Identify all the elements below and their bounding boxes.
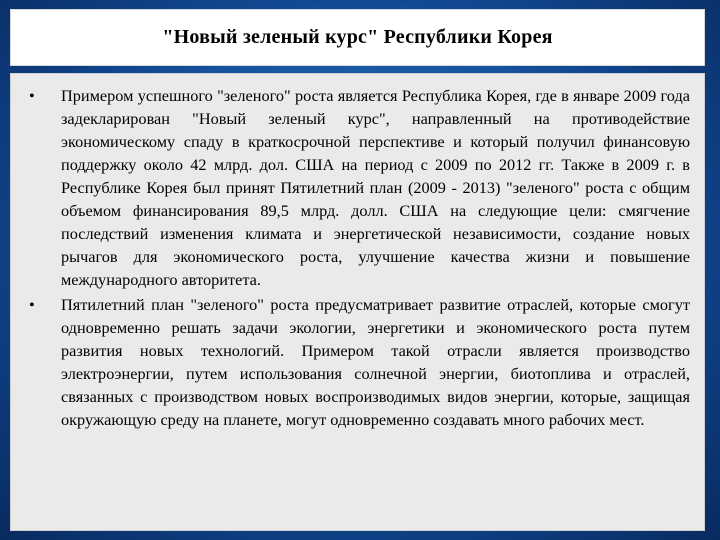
bullet-text: Пятилетний план "зеленого" роста предусматривает развитие отраслей, которые смогут одновременно решать задачи экологии, энергетики и экономического роста путем развития новых технологий. Примером такой отрасли является производство электроэнергии, путем использования солнечной энергии, биотоплива и отраслей, связанных с производством новых воспроизводимых видов энергии, которые, защищая окружающую среду на планете, могут одновременно создавать много рабочих мест. bbox=[61, 295, 690, 429]
slide-title: "Новый зеленый курс" Республики Корея bbox=[162, 26, 553, 48]
bullet-list bbox=[11, 74, 704, 431]
bullet-text: Примером успешного "зеленого" роста является Республика Корея, где в январе 2009 года задекларирован "Новый зеленый курс", направленный на противодействие экономическому спаду в краткосрочной перспективе и который получил финансовую поддержку около 42 млрд. дол. США на период с 2009 по 2012 гг. Также в 2009 г. в Республике Корея был принят Пятилетний план (2009 - 2013) "зеленого" роста с общим объемом финансирования 89,5 млрд. долл. США на следующие цели: смягчение последствий изменения климата и энергетической независимости, создание новых рычагов для экономического роста, улучшение качества жизни и повышение международного авторитета. bbox=[61, 86, 690, 289]
bullet-item bbox=[29, 293, 690, 431]
bullet-icon: • bbox=[29, 295, 35, 314]
title-box bbox=[10, 9, 705, 66]
content-box bbox=[10, 73, 705, 531]
bullet-item bbox=[29, 84, 690, 291]
bullet-icon: • bbox=[29, 86, 35, 105]
